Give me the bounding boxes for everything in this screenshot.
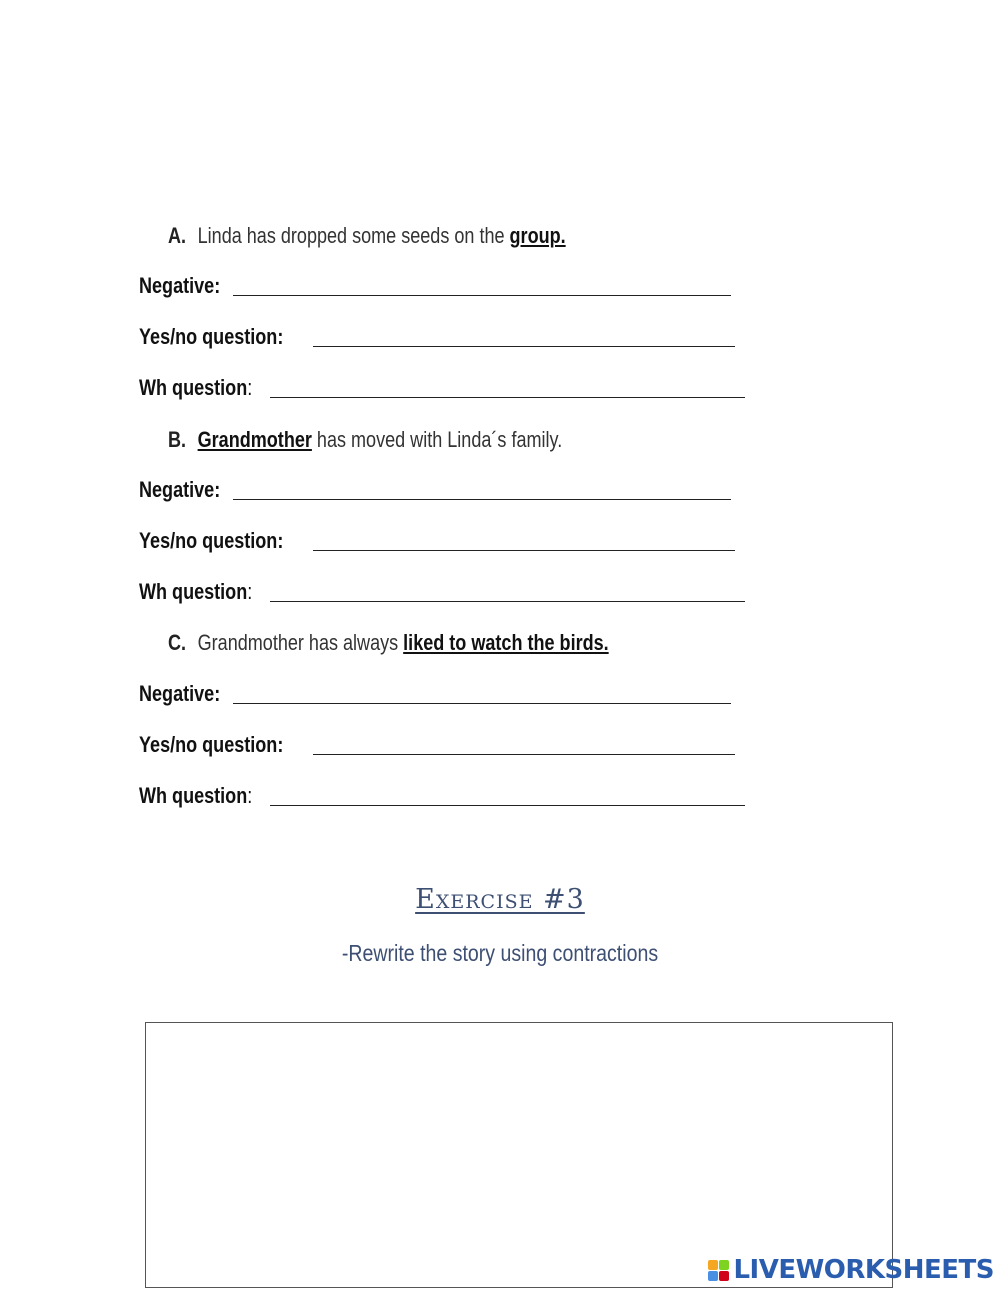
wh-answer-blank[interactable] — [270, 805, 745, 806]
wh-question-text: Wh question — [139, 783, 248, 808]
wh-question-label — [139, 578, 253, 606]
answer-row-yes-no — [139, 731, 735, 759]
wh-question-text: Wh question — [139, 579, 248, 604]
item-emphasis: group. — [509, 223, 566, 248]
negative-label: Negative: — [139, 477, 221, 502]
answer-row-negative — [139, 476, 731, 504]
answer-row-yes-no — [139, 323, 735, 351]
answer-row-negative — [139, 680, 731, 708]
negative-label: Negative: — [139, 273, 221, 298]
wh-question-label — [139, 374, 253, 402]
item-letter: A. — [168, 223, 187, 248]
negative-label: Negative: — [139, 681, 221, 706]
item-b — [168, 426, 562, 454]
item-emphasis: Grandmother — [197, 427, 312, 452]
wh-question-text: Wh question — [139, 375, 248, 400]
story-answer-box[interactable] — [145, 1022, 893, 1288]
wh-colon: : — [247, 783, 253, 808]
logo-text: LIVEWORKSHEETS — [733, 1255, 994, 1285]
logo-mark-icon — [708, 1260, 729, 1281]
item-text: Linda has dropped some seeds on the — [197, 223, 510, 248]
answer-row-yes-no — [139, 527, 735, 555]
answer-row-wh — [139, 374, 745, 402]
logo-mark-square — [719, 1271, 729, 1281]
logo-mark-square — [708, 1271, 718, 1281]
negative-answer-blank[interactable] — [233, 295, 731, 296]
item-text: Grandmother has always — [197, 630, 404, 655]
yes-no-question-label: Yes/no question: — [139, 528, 284, 553]
wh-answer-blank[interactable] — [270, 397, 745, 398]
wh-answer-blank[interactable] — [270, 601, 745, 602]
logo-mark-square — [719, 1260, 729, 1270]
item-letter: C. — [168, 630, 187, 655]
yes-no-question-label: Yes/no question: — [139, 324, 284, 349]
negative-answer-blank[interactable] — [233, 499, 731, 500]
exercise-title: Exercise #3 — [415, 884, 585, 915]
item-a — [168, 222, 566, 250]
answer-row-wh — [139, 578, 745, 606]
wh-question-label — [139, 782, 253, 810]
yes-no-answer-blank[interactable] — [313, 550, 735, 551]
item-c — [168, 629, 609, 657]
logo-mark-square — [708, 1260, 718, 1270]
negative-answer-blank[interactable] — [233, 703, 731, 704]
item-emphasis: liked to watch the birds. — [403, 630, 609, 655]
yes-no-answer-blank[interactable] — [313, 754, 735, 755]
liveworksheets-logo — [708, 1255, 994, 1285]
yes-no-answer-blank[interactable] — [313, 346, 735, 347]
wh-colon: : — [247, 375, 253, 400]
item-text-after: has moved with Linda´s family. — [311, 427, 563, 452]
yes-no-question-label: Yes/no question: — [139, 732, 284, 757]
answer-row-wh — [139, 782, 745, 810]
exercise-instruction: -Rewrite the story using contractions — [341, 940, 659, 966]
answer-row-negative — [139, 272, 731, 300]
item-letter: B. — [168, 427, 187, 452]
wh-colon: : — [247, 579, 253, 604]
